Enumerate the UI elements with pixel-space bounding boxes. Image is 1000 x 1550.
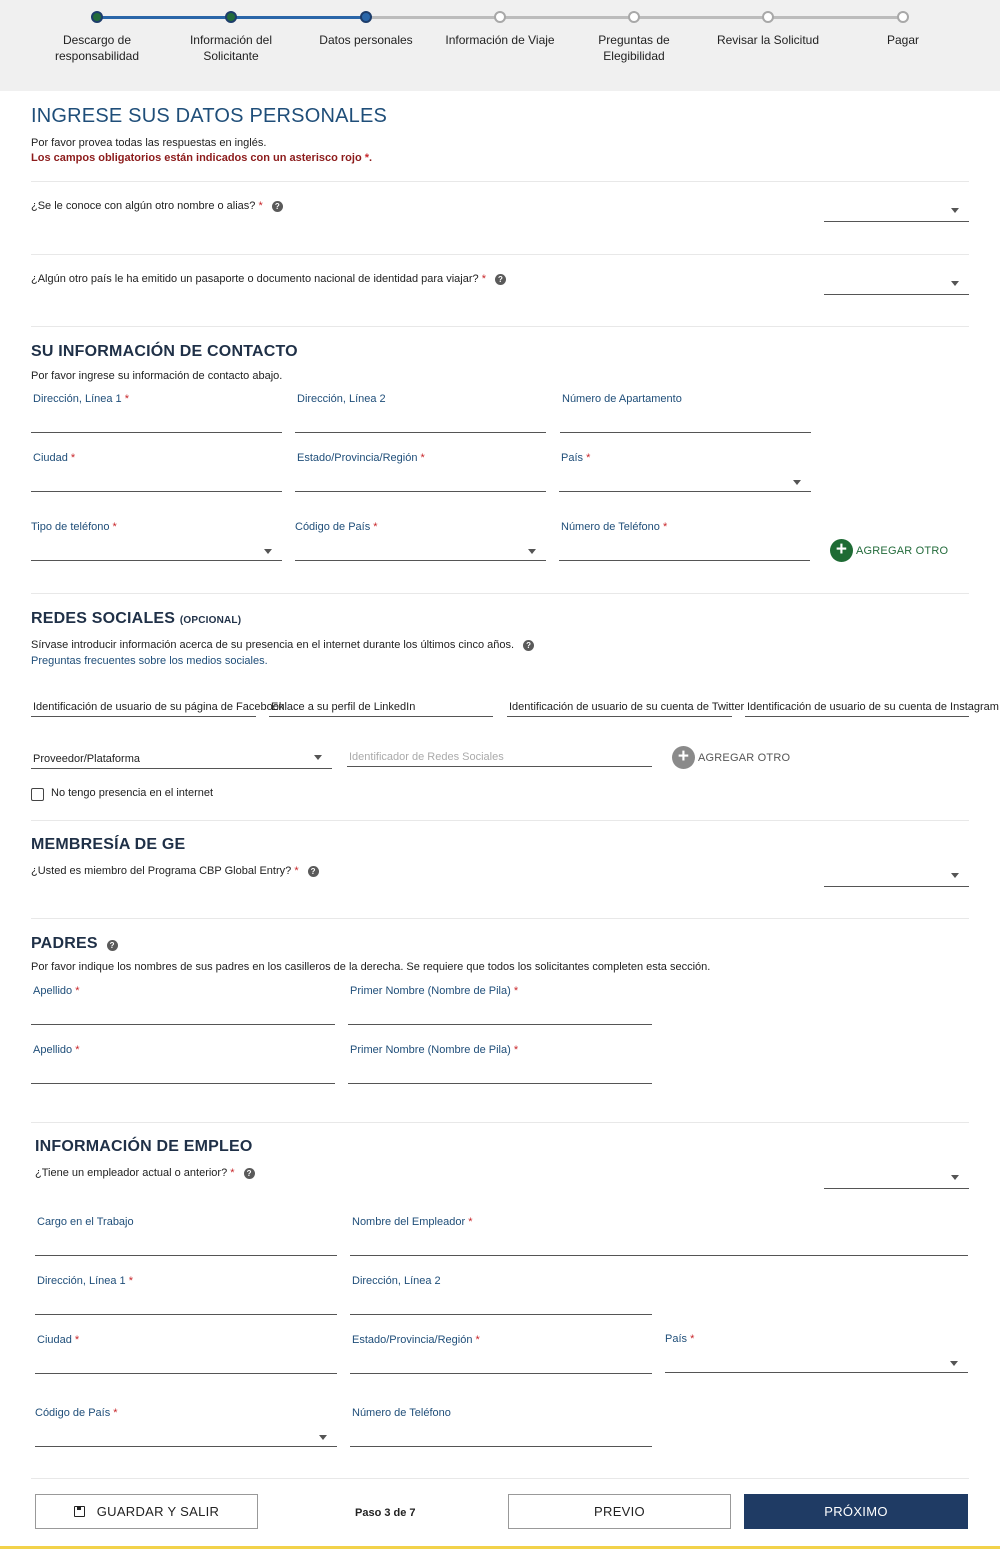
next-label: PRÓXIMO: [824, 1504, 888, 1519]
required-asterisk: *: [373, 521, 378, 533]
employer-select[interactable]: [824, 1165, 969, 1189]
employment-question: [35, 1167, 255, 1179]
parent2-last-name-field[interactable]: [31, 1044, 335, 1084]
required-asterisk: *: [294, 865, 299, 877]
chevron-down-icon: [951, 1175, 959, 1180]
step-eligibility[interactable]: [569, 11, 699, 64]
parent2-first-name-field[interactable]: [348, 1044, 652, 1084]
help-icon[interactable]: ?: [107, 940, 118, 951]
country-select[interactable]: [559, 452, 811, 492]
social-title-text: REDES SOCIALES: [31, 610, 176, 627]
parents-subtitle: Por favor indique los nombres de sus padres en los casilleros de la derecha. Se requiere que todos los solicitantes completen esta sección.: [31, 961, 711, 973]
employer-state-field[interactable]: [350, 1334, 652, 1374]
field-label-text: Primer Nombre (Nombre de Pila): [350, 1044, 511, 1056]
employer-address1-field[interactable]: [35, 1275, 337, 1315]
social-identifier-placeholder: Identificador de Redes Sociales: [349, 751, 504, 763]
bottom-accent-line: [0, 1546, 1000, 1549]
parent1-first-name-field[interactable]: [348, 985, 652, 1025]
facebook-field-text: Identificación de usuario de su página de Facebook: [33, 701, 285, 713]
step-personal-data[interactable]: [301, 11, 431, 48]
step-label: Preguntas de Elegibilidad: [598, 33, 670, 63]
field-label-text: País: [665, 1333, 688, 1345]
instagram-field[interactable]: [745, 697, 999, 717]
no-internet-presence-label[interactable]: No tengo presencia en el internet: [51, 787, 214, 799]
field-label-text: Estado/Provincia/Región: [352, 1334, 473, 1346]
step-label: Descargo de responsabilidad: [54, 33, 140, 63]
field-label: [350, 985, 518, 997]
apartment-field[interactable]: [560, 393, 811, 433]
field-label: Cargo en el Trabajo: [37, 1216, 134, 1228]
employer-address2-field[interactable]: [350, 1275, 652, 1315]
twitter-field[interactable]: [507, 697, 745, 717]
field-label-text: Tipo de teléfono: [31, 521, 110, 533]
linkedin-field[interactable]: [269, 697, 493, 717]
address1-field[interactable]: [31, 393, 282, 433]
parent1-last-name-field[interactable]: [31, 985, 335, 1025]
divider: [31, 254, 969, 255]
employment-question-text: ¿Tiene un empleador actual o anterior?: [35, 1167, 228, 1179]
required-asterisk: *: [364, 152, 370, 164]
social-faq-link[interactable]: Preguntas frecuentes sobre los medios sociales.: [31, 655, 268, 667]
parents-title-text: PADRES: [31, 935, 98, 952]
divider: [31, 1478, 969, 1479]
employer-city-field[interactable]: [35, 1334, 337, 1374]
step-label: Pagar: [886, 33, 920, 47]
field-label: [665, 1333, 694, 1345]
add-social-label: AGREGAR OTRO: [698, 751, 791, 764]
required-asterisk: *: [420, 452, 425, 464]
field-label: Dirección, Línea 2: [297, 393, 386, 405]
required-asterisk: *: [258, 200, 263, 212]
employer-phone-field[interactable]: [350, 1407, 652, 1447]
field-label-text: Código de País: [295, 521, 371, 533]
chevron-down-icon: [314, 755, 322, 760]
ge-select[interactable]: [824, 863, 969, 887]
employer-name-field[interactable]: [350, 1216, 968, 1256]
chevron-down-icon: [264, 549, 272, 554]
no-internet-presence-checkbox[interactable]: [31, 788, 44, 801]
required-asterisk: *: [690, 1333, 695, 1345]
save-and-exit-label: GUARDAR Y SALIR: [96, 1504, 220, 1519]
required-asterisk: *: [481, 273, 486, 285]
employment-section-title: INFORMACIÓN DE EMPLEO: [35, 1138, 253, 1155]
ge-section-title: MEMBRESÍA DE GE: [31, 836, 186, 853]
divider: [31, 918, 969, 919]
field-label-text: Estado/Provincia/Región: [297, 452, 418, 464]
field-label-text: Nombre del Empleador: [352, 1216, 466, 1228]
employer-country-code-select[interactable]: [35, 1407, 337, 1447]
page-title: INGRESE SUS DATOS PERSONALES: [31, 105, 388, 127]
field-label: [33, 1044, 79, 1056]
required-asterisk: *: [128, 1275, 134, 1287]
required-asterisk: *: [468, 1216, 473, 1228]
field-label-text: Ciudad: [33, 452, 68, 464]
required-asterisk: *: [475, 1334, 480, 1346]
previous-label: PREVIO: [594, 1504, 645, 1519]
parents-section-title: [31, 935, 118, 953]
required-asterisk: *: [74, 1334, 80, 1346]
optional-tag: (OPCIONAL): [179, 615, 242, 626]
required-asterisk: *: [112, 521, 117, 533]
field-label: Número de Teléfono: [352, 1407, 451, 1419]
required-asterisk: *: [75, 985, 80, 997]
required-asterisk: *: [70, 452, 76, 464]
linkedin-field-text: Enlace a su perfil de LinkedIn: [271, 701, 416, 713]
field-label: [297, 452, 425, 464]
field-label-text: Primer Nombre (Nombre de Pila): [350, 985, 511, 997]
field-label: [37, 1334, 79, 1346]
help-icon[interactable]: ?: [523, 640, 534, 651]
alias-select[interactable]: [824, 198, 969, 222]
instagram-field-text: Identificación de usuario de su cuenta de Instagram: [747, 701, 999, 713]
field-label: [561, 521, 667, 533]
field-label: [33, 452, 75, 464]
help-icon[interactable]: ?: [495, 274, 506, 285]
field-label-text: Número de Teléfono: [561, 521, 660, 533]
alias-question-text: ¿Se le conoce con algún otro nombre o alias?: [31, 200, 256, 212]
field-label: [295, 521, 378, 533]
step-dot: [628, 11, 640, 23]
chevron-down-icon: [951, 281, 959, 286]
help-icon[interactable]: ?: [272, 201, 283, 212]
job-title-field[interactable]: [35, 1216, 337, 1256]
field-label: [33, 985, 79, 997]
step-dot: [494, 11, 506, 23]
step-disclaimer[interactable]: [32, 11, 162, 64]
previous-button[interactable]: [508, 1494, 731, 1529]
ge-question-text: ¿Usted es miembro del Programa CBP Global Entry?: [31, 865, 292, 877]
step-counter: Paso 3 de 7: [355, 1507, 416, 1519]
add-phone-button[interactable]: [830, 539, 948, 562]
chevron-down-icon: [793, 480, 801, 485]
facebook-field[interactable]: [31, 697, 285, 717]
field-label-text: Código de País: [35, 1407, 111, 1419]
country-code-select[interactable]: [295, 521, 546, 561]
required-asterisk: *: [113, 1407, 118, 1419]
social-section-title: [31, 610, 241, 628]
field-label: [350, 1044, 518, 1056]
field-label-text: Ciudad: [37, 1334, 72, 1346]
add-social-button[interactable]: [672, 746, 790, 769]
plus-circle-icon: +: [830, 539, 853, 562]
divider: [31, 820, 969, 821]
other-passport-question-text: ¿Algún otro país le ha emitido un pasaporte o documento nacional de identidad para viajar?: [31, 273, 479, 285]
twitter-field-text: Identificación de usuario de su cuenta de Twitter: [509, 701, 745, 713]
help-icon[interactable]: ?: [308, 866, 319, 877]
field-label: Número de Apartamento: [562, 393, 682, 405]
phone-number-field[interactable]: [559, 521, 810, 561]
next-button[interactable]: [744, 1494, 968, 1529]
step-dot: [897, 11, 909, 23]
address2-field[interactable]: [295, 393, 546, 433]
social-identifier-field[interactable]: [347, 747, 652, 767]
step-dot: [762, 11, 774, 23]
city-field[interactable]: [31, 452, 282, 492]
step-travel-info[interactable]: [435, 11, 565, 48]
required-asterisk: *: [513, 1044, 519, 1056]
save-icon: [74, 1506, 85, 1517]
ge-question: [31, 865, 319, 877]
step-review[interactable]: [703, 11, 833, 48]
progress-stepper: [0, 0, 1000, 91]
required-note-text: Los campos obligatorios están indicados con un asterisco rojo: [31, 152, 362, 164]
field-label-text: Apellido: [33, 985, 73, 997]
employer-country-select[interactable]: [665, 1333, 968, 1373]
field-label-text: Dirección, Línea 1: [37, 1275, 126, 1287]
required-asterisk: *: [513, 985, 519, 997]
social-description: [31, 639, 534, 651]
add-phone-label: AGREGAR OTRO: [856, 544, 949, 557]
chevron-down-icon: [950, 1361, 958, 1366]
required-asterisk: *: [124, 393, 130, 405]
other-passport-question: [31, 273, 506, 285]
field-label-text: Apellido: [33, 1044, 73, 1056]
field-label: Dirección, Línea 2: [352, 1275, 441, 1287]
chevron-down-icon: [319, 1435, 327, 1440]
divider: [31, 593, 969, 594]
chevron-down-icon: [951, 208, 959, 213]
field-label: [35, 1407, 118, 1419]
field-label-text: País: [561, 452, 584, 464]
step-applicant-info[interactable]: [166, 11, 296, 64]
provider-select-text: Proveedor/Plataforma: [33, 753, 140, 765]
state-field[interactable]: [295, 452, 546, 492]
other-passport-select[interactable]: [824, 271, 969, 295]
step-dot: [225, 11, 237, 23]
step-label: Información del Solicitante: [189, 33, 273, 63]
step-dot: [91, 11, 103, 23]
field-label-text: Dirección, Línea 1: [33, 393, 122, 405]
step-label: Revisar la Solicitud: [716, 33, 820, 47]
step-label: Información de Viaje: [445, 33, 555, 47]
step-dot: [360, 11, 372, 23]
field-label: [561, 452, 590, 464]
divider: [31, 181, 969, 182]
social-description-text: Sírvase introducir información acerca de su presencia en el internet durante los últimos cinco años.: [31, 639, 515, 651]
intro-text: Por favor provea todas las respuestas en inglés.: [31, 137, 267, 149]
divider: [31, 326, 969, 327]
contact-section-title: SU INFORMACIÓN DE CONTACTO: [31, 343, 298, 360]
required-asterisk: *: [75, 1044, 80, 1056]
field-label: [33, 393, 129, 405]
chevron-down-icon: [951, 873, 959, 878]
help-icon[interactable]: ?: [244, 1168, 255, 1179]
step-label: Datos personales: [319, 33, 413, 47]
required-asterisk: *: [662, 521, 668, 533]
plus-circle-icon: +: [672, 746, 695, 769]
step-pay[interactable]: [838, 11, 968, 48]
alias-question: [31, 200, 283, 212]
field-label: [352, 1334, 480, 1346]
chevron-down-icon: [528, 549, 536, 554]
provider-select[interactable]: [31, 749, 332, 769]
phone-type-select[interactable]: [31, 521, 282, 561]
required-asterisk: *: [586, 452, 591, 464]
required-asterisk: *: [230, 1167, 235, 1179]
field-label: [37, 1275, 133, 1287]
divider: [31, 1122, 969, 1123]
required-note: Los campos obligatorios están indicados con un asterisco rojo *.: [31, 152, 373, 164]
field-label: [352, 1216, 472, 1228]
save-and-exit-button[interactable]: [35, 1494, 258, 1529]
field-label: [31, 521, 117, 533]
contact-subtitle: Por favor ingrese su información de contacto abajo.: [31, 370, 283, 382]
